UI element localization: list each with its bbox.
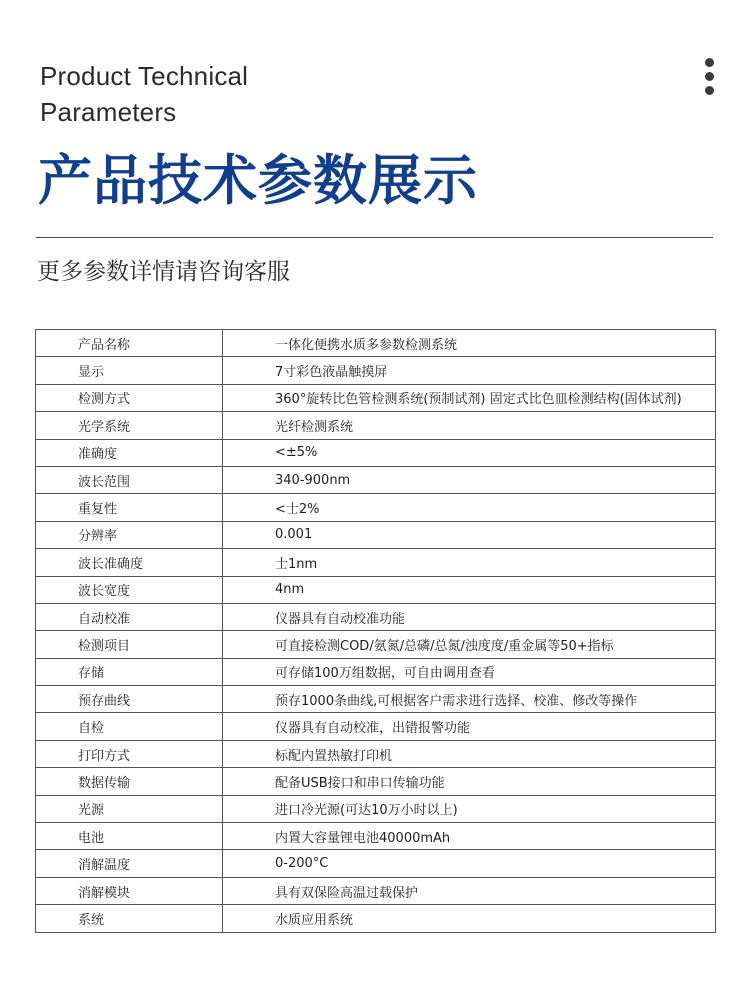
spec-label: 自动校准	[36, 603, 223, 630]
spec-label: 存储	[36, 658, 223, 685]
table-row	[36, 494, 716, 521]
spec-label: 电池	[36, 823, 223, 850]
table-row	[36, 439, 716, 466]
spec-value: 可直接检测COD/氨氮/总磷/总氮/浊度度/重金属等50+指标	[223, 631, 716, 658]
table-row	[36, 823, 716, 850]
table-row	[36, 576, 716, 603]
table-row	[36, 330, 716, 357]
spec-label: 准确度	[36, 439, 223, 466]
spec-label: 波长宽度	[36, 576, 223, 603]
spec-value: <±5%	[223, 439, 716, 466]
spec-table	[35, 329, 716, 933]
english-title	[40, 58, 248, 130]
spec-value: 0-200°C	[223, 850, 716, 877]
spec-value: 内置大容量锂电池40000mAh	[223, 823, 716, 850]
english-title-line-2: Parameters	[40, 97, 177, 127]
divider	[36, 237, 713, 238]
table-row	[36, 384, 716, 411]
spec-value: 4nm	[223, 576, 716, 603]
spec-value: 光纤检测系统	[223, 412, 716, 439]
table-row	[36, 631, 716, 658]
table-row	[36, 658, 716, 685]
table-row	[36, 850, 716, 877]
spec-label: 系统	[36, 905, 223, 932]
spec-value: 标配内置热敏打印机	[223, 740, 716, 767]
table-row	[36, 877, 716, 904]
spec-label: 自检	[36, 713, 223, 740]
spec-label: 打印方式	[36, 740, 223, 767]
spec-value: 一体化便携水质多参数检测系统	[223, 330, 716, 357]
spec-label: 重复性	[36, 494, 223, 521]
spec-value: 340-900nm	[223, 466, 716, 493]
table-row	[36, 740, 716, 767]
dot	[705, 72, 714, 81]
table-row	[36, 686, 716, 713]
spec-value: 仪器具有自动校准功能	[223, 603, 716, 630]
spec-value: 仪器具有自动校准，出错报警功能	[223, 713, 716, 740]
table-row	[36, 713, 716, 740]
table-row	[36, 521, 716, 548]
spec-value: 进口冷光源(可达10万小时以上)	[223, 795, 716, 822]
spec-value: 预存1000条曲线,可根据客户需求进行选择、校准、修改等操作	[223, 686, 716, 713]
spec-label: 消解模块	[36, 877, 223, 904]
spec-value: 配备USB接口和串口传输功能	[223, 768, 716, 795]
dot	[705, 86, 714, 95]
spec-label: 数据传输	[36, 768, 223, 795]
spec-label: 显示	[36, 357, 223, 384]
more-vertical-icon[interactable]	[703, 58, 715, 102]
table-row	[36, 357, 716, 384]
spec-label: 光学系统	[36, 412, 223, 439]
spec-value: 0.001	[223, 521, 716, 548]
spec-label: 产品名称	[36, 330, 223, 357]
spec-label: 波长准确度	[36, 549, 223, 576]
spec-label: 检测项目	[36, 631, 223, 658]
table-row	[36, 795, 716, 822]
spec-value: 360°旋转比色管检测系统(预制试剂) 固定式比色皿检测结构(固体试剂)	[223, 384, 716, 411]
subtitle: 更多参数详情请咨询客服	[37, 259, 290, 285]
table-row	[36, 603, 716, 630]
spec-label: 光源	[36, 795, 223, 822]
table-row	[36, 466, 716, 493]
spec-value: <士2%	[223, 494, 716, 521]
table-row	[36, 905, 716, 932]
dot	[705, 58, 714, 67]
english-title-line-1: Product Technical	[40, 61, 249, 91]
spec-value: 可存储100万组数据，可自由调用查看	[223, 658, 716, 685]
spec-label: 分辨率	[36, 521, 223, 548]
table-row	[36, 412, 716, 439]
spec-value: 具有双保险高温过载保护	[223, 877, 716, 904]
table-row	[36, 549, 716, 576]
spec-label: 消解温度	[36, 850, 223, 877]
page-title: 产品技术参数展示	[38, 149, 478, 212]
spec-value: 水质应用系统	[223, 905, 716, 932]
spec-value: 7寸彩色液晶触摸屏	[223, 357, 716, 384]
spec-label: 预存曲线	[36, 686, 223, 713]
spec-table-body	[36, 330, 716, 933]
spec-value: 士1nm	[223, 549, 716, 576]
spec-label: 波长范围	[36, 466, 223, 493]
table-row	[36, 768, 716, 795]
spec-label: 检测方式	[36, 384, 223, 411]
